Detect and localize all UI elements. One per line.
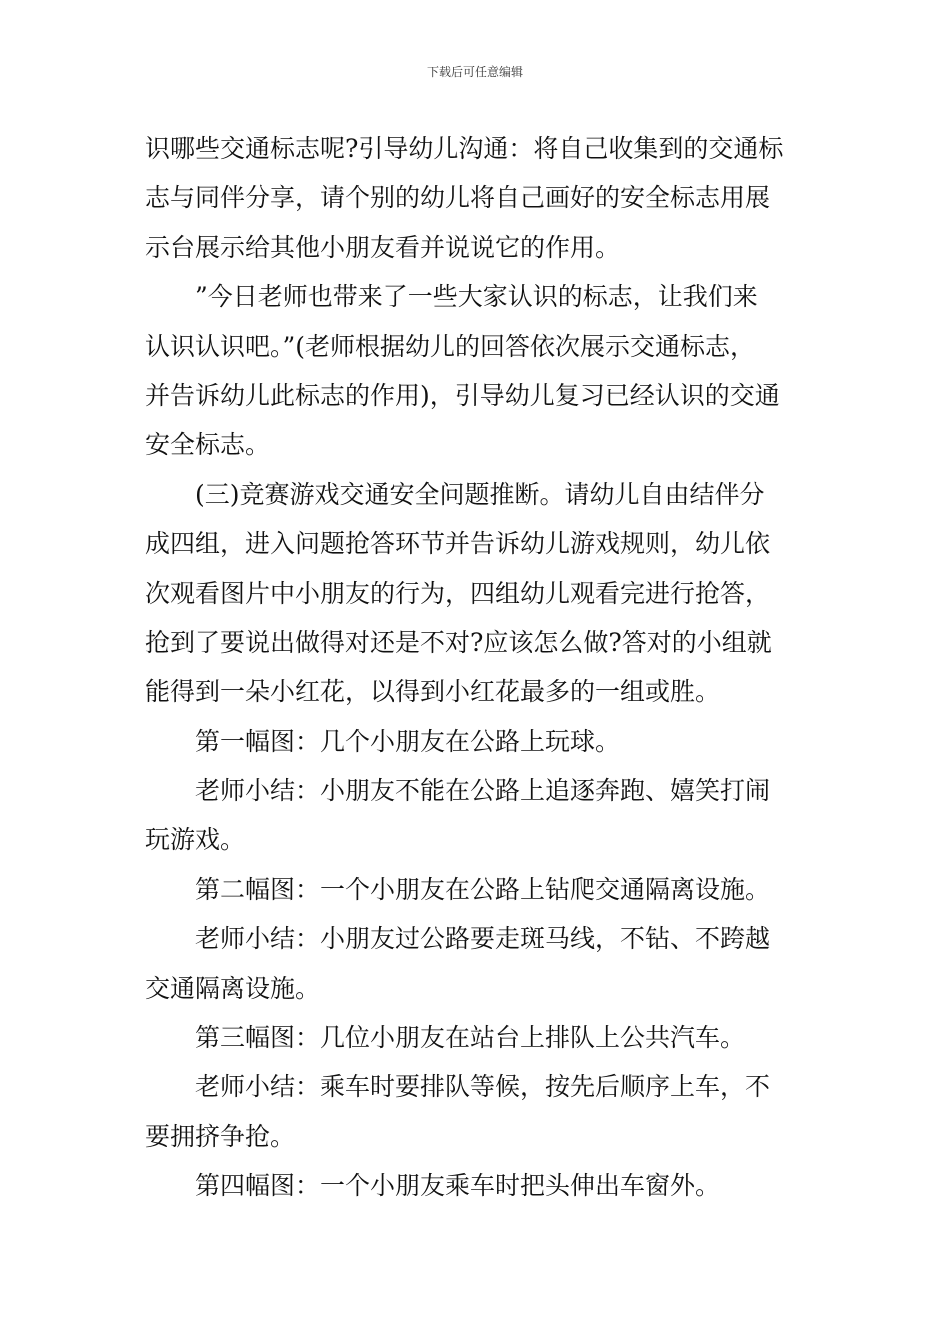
text-line: 认识认识吧。”(老师根据幼儿的回答依次展示交通标志， xyxy=(145,331,756,361)
text-line: 成四组，进入问题抢答环节并告诉幼儿游戏规则，幼儿依 xyxy=(145,529,771,559)
text-line: 并告诉幼儿此标志的作用)，引导幼儿复习已经认识的交通 xyxy=(145,380,780,410)
text-line: 识哪些交通标志呢?引导幼儿沟通：将自己收集到的交通标 xyxy=(145,134,784,163)
text-line: 玩游戏。 xyxy=(145,825,246,855)
page-header: 下载后可任意编辑 xyxy=(426,65,523,79)
text-line: 交通隔离设施。 xyxy=(145,973,321,1003)
text-line: 老师小结：小朋友过公路要走斑马线，不钻、不跨越 xyxy=(195,924,771,954)
text-line: 要拥挤争抢。 xyxy=(145,1121,296,1151)
text-line: 次观看图片中小朋友的行为，四组幼儿观看完进行抢答， xyxy=(145,578,771,608)
text-line: 能得到一朵小红花，以得到小红花最多的一组或胜。 xyxy=(145,677,721,707)
text-line: 第一幅图：几个小朋友在公路上玩球。 xyxy=(195,726,621,756)
text-line: 第四幅图：一个小朋友乘车时把头伸出车窗外。 xyxy=(195,1171,721,1201)
text-line: 安全标志。 xyxy=(145,430,271,460)
text-line: (三)竞赛游戏交通安全问题推断。请幼儿自由结伴分 xyxy=(195,479,765,509)
text-line: 第三幅图：几位小朋友在站台上排队上公共汽车。 xyxy=(195,1023,746,1053)
text-line: 抢到了要说出做得对还是不对?应该怎么做?答对的小组就 xyxy=(145,627,772,657)
text-line: ”今日老师也带来了一些大家认识的标志，让我们来 xyxy=(195,282,758,312)
text-line: 老师小结：乘车时要排队等候，按先后顺序上车，不 xyxy=(195,1072,771,1102)
text-line: 志与同伴分享，请个别的幼儿将自己画好的安全标志用展 xyxy=(145,183,771,213)
text-line: 老师小结：小朋友不能在公路上追逐奔跑、嬉笑打闹 xyxy=(195,776,771,806)
text-line: 示台展示给其他小朋友看并说说它的作用。 xyxy=(145,232,621,262)
text-line: 第二幅图：一个小朋友在公路上钻爬交通隔离设施。 xyxy=(195,874,771,904)
body-text xyxy=(145,124,809,1211)
